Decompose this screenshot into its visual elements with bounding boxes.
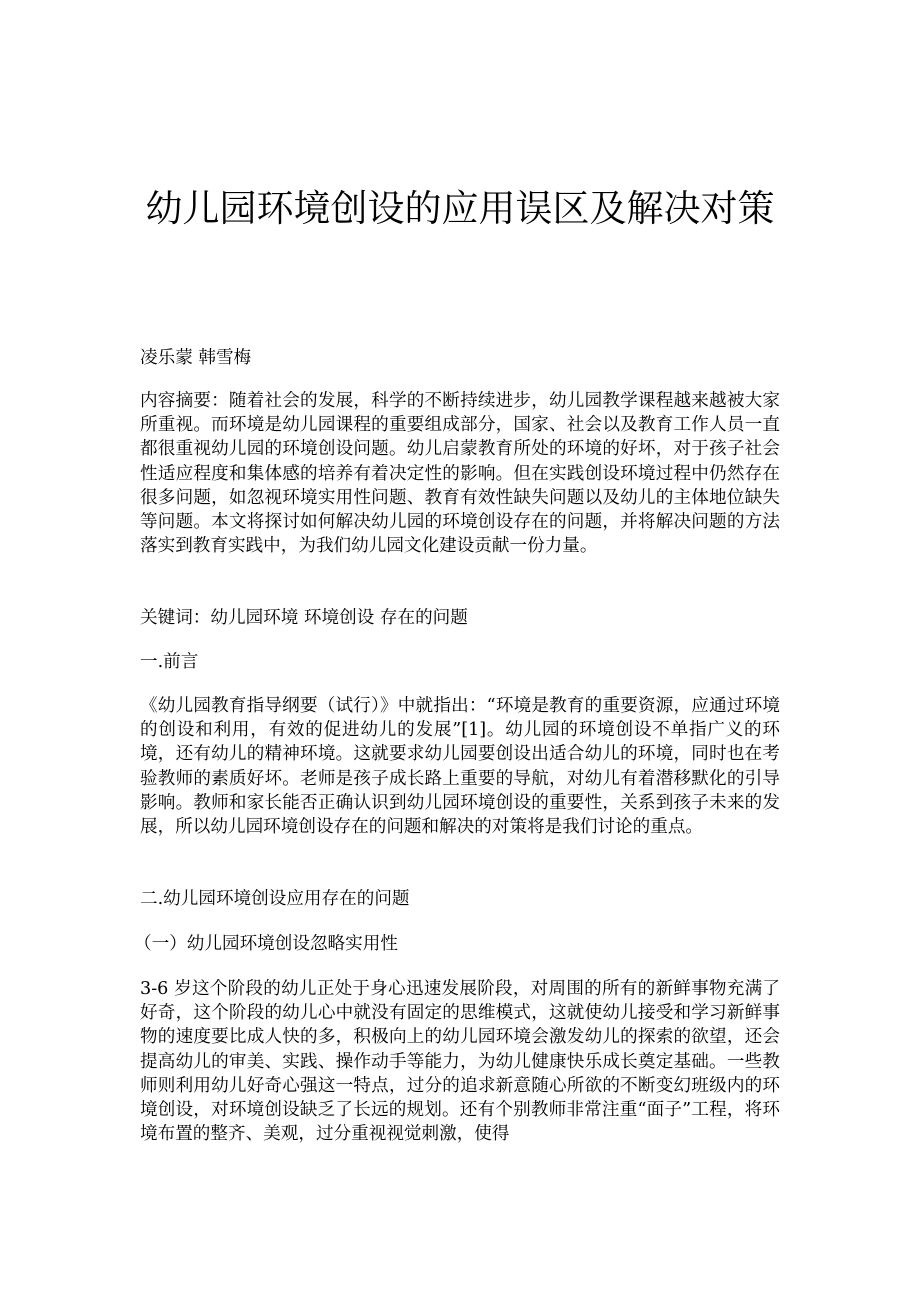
practicality-paragraph: 3-6 岁这个阶段的幼儿正处于身心迅速发展阶段，对周围的所有的新鲜事物充满了好奇，这个阶段的幼儿心中就没有固定的思维模式，这就使幼儿接受和学习新鲜事物的速度要比成人快的多，积极向上的幼儿园环境会激发幼儿的探索的欲望，还会提高幼儿的审美、实践、操作动手等能力，为幼儿健康快乐成长奠定基础。一些教师则利用幼儿好奇心强这一特点，过分的追求新意随心所欲的不断变幻班级内的环境创设，对环境创设缺乏了长远的规划。还有个别教师非常注重“面子”工程，将环境布置的整齐、美观，过分重视视觉刺激，使得 [140, 979, 780, 1145]
abstract-paragraph: 内容摘要：随着社会的发展，科学的不断持续进步，幼儿园教学课程越来越被大家所重视。而环境是幼儿园课程的重要组成部分，国家、社会以及教育工作人员一直都很重视幼儿园的环境创设问题。幼儿启蒙教育所处的环境的好坏，对于孩子社会性适应程度和集体感的培养有着决定性的影响。但在实践创设环境过程中仍然存在很多问题，如忽视环境实用性问题、教育有效性缺失问题以及幼儿的主体地位缺失等问题。本文将探讨如何解决幼儿园的环境创设存在的问题，并将解决问题的方法落实到教育实践中，为我们幼儿园文化建设贡献一份力量。 [140, 391, 780, 557]
authors: 凌乐蒙 韩雪梅 [140, 348, 252, 368]
document-title: 幼儿园环境创设的应用误区及解决对策 [145, 187, 775, 230]
section-heading-problems: 二.幼儿园环境创设应用存在的问题 [140, 889, 410, 909]
subsection-heading-practicality: （一）幼儿园环境创设忽略实用性 [134, 934, 398, 954]
section-heading-preface: 一.前言 [140, 652, 199, 672]
preface-paragraph: 《幼儿园教育指导纲要（试行）》中就指出：“环境是教育的重要资源，应通过环境的创设和利用，有效的促进幼儿的发展”[1]。幼儿园的环境创设不单指广义的环境，还有幼儿的精神环境。这就要求幼儿园要创设出适合幼儿的环境，同时也在考验教师的素质好坏。老师是孩子成长路上重要的导航，对幼儿有着潜移默化的引导影响。教师和家长能否正确认识到幼儿园环境创设的重要性，关系到孩子未来的发展，所以幼儿园环境创设存在的问题和解决的对策将是我们讨论的重点。 [140, 696, 780, 838]
keywords: 关键词：幼儿园环境 环境创设 存在的问题 [140, 608, 468, 628]
